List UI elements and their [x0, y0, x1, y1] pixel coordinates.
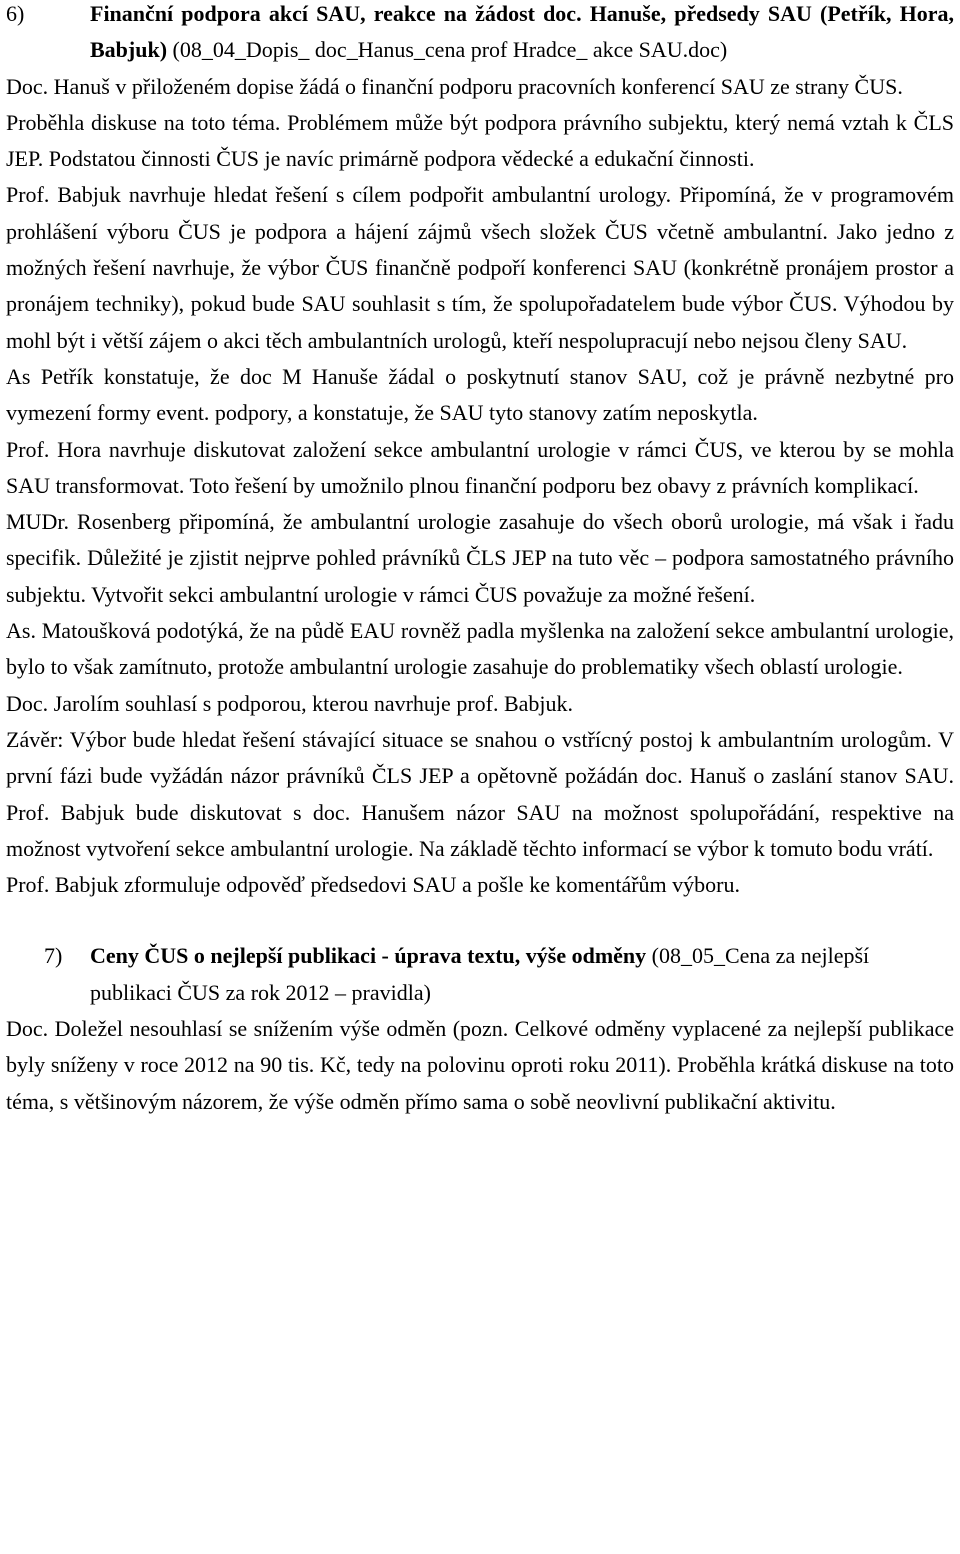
- section-6-paragraph: Doc. Hanuš v přiloženém dopise žádá o finanční podporu pracovních konferencí SAU ze strany ČUS.: [6, 73, 903, 99]
- section-7-title: [90, 938, 954, 1011]
- section-6-paragraph: Prof. Babjuk navrhuje hledat řešení s cílem podpořit ambulantní urology. Připomíná, že v programovém prohlášení výboru ČUS je podpora a hájení zájmů všech složek ČUS včetně ambulantní. Jako jedno z možných řešení navrhuje, že výbor ČUS finančně podpoří konferenci SAU (konkrétně pronájem prostor a pronájem techniky), pokud bude SAU souhlasit s tím, že spolupořadatelem bude výbor ČUS. Výhodou by mohl být i větší zájem o akci těch ambulantních urologů, kteří nespolupracují nebo nejsou členy SAU.: [6, 182, 954, 353]
- section-6-title-rest: (08_04_Dopis_ doc_Hanus_cena prof Hradce_ akce SAU.doc): [167, 37, 728, 63]
- section-6-paragraph: Prof. Babjuk zformuluje odpověď předsedovi SAU a pošle ke komentářům výboru.: [6, 872, 740, 898]
- section-6-paragraph: MUDr. Rosenberg připomíná, že ambulantní urologie zasahuje do všech oborů urologie, má však i řadu specifik. Důležité je zjistit nejprve pohled právníků ČLS JEP na tuto věc – podpora samostatného právního subjektu. Vytvořit sekci ambulantní urologie v rámci ČUS považuje za možné řešení.: [6, 509, 954, 607]
- section-6-paragraph: Prof. Hora navrhuje diskutovat založení sekce ambulantní urologie v rámci ČUS, ve kterou by se mohla SAU transformovat. Toto řešení by umožnilo plnou finanční podporu bez obavy z právních komplikací.: [6, 436, 954, 498]
- section-7-heading: [6, 938, 954, 1011]
- section-7-title-bold: Ceny ČUS o nejlepší publikaci - úprava textu, výše odměny: [90, 943, 647, 969]
- section-6-title: [90, 0, 954, 69]
- section-6-paragraph: As Petřík konstatuje, že doc M Hanuše žádal o poskytnutí stanov SAU, což je právně nezbytné pro vymezení formy event. podpory, a konstatuje, že SAU tyto stanovy zatím neposkytla.: [6, 363, 954, 426]
- section-6-number: 6): [6, 1, 25, 26]
- section-7-number: 7): [44, 943, 63, 969]
- section-7-title-rest: (08_05_Cena za nejlepší publikaci ČUS za rok 2012 – pravidla): [90, 943, 870, 1005]
- section-7-paragraph: Doc. Doležel nesouhlasí se snížením výše odměn (pozn. Celkové odměny vyplacené za nejlepší publikace byly sníženy v roce 2012 na 90 tis. Kč, tedy na polovinu oproti roku 2011). Proběhla krátká diskuse na toto téma, s většinovým názorem, že výše odměn přímo sama o sobě neovlivní publikační aktivitu.: [6, 1016, 954, 1114]
- section-6-paragraph: Doc. Jarolím souhlasí s podporou, kterou navrhuje prof. Babjuk.: [6, 690, 574, 716]
- section-6-heading: [6, 0, 954, 69]
- section-6-paragraph: As. Matoušková podotýká, že na půdě EAU rovněž padla myšlenka na založení sekce ambulantní urologie, bylo to však zamítnuto, protože ambulantní urologie zasahuje do problematiky všech oblastí urologie.: [6, 618, 954, 680]
- section-6-paragraph: Proběhla diskuse na toto téma. Problémem může být podpora právního subjektu, který nemá vztah k ČLS JEP. Podstatou činnosti ČUS je navíc primárně podpora vědecké a edukační činnosti.: [6, 109, 954, 172]
- section-6-title-bold: Finanční podpora akcí SAU, reakce na žádost doc. Hanuše, předsedy SAU (Petřík, Hora, Babjuk): [90, 1, 954, 63]
- section-6-conclusion: Závěr: Výbor bude hledat řešení stávající situace se snahou o vstřícný postoj k ambulantním urologům. V první fázi bude vyžádán názor právníků ČLS JEP a opětovně požádán doc. Hanuš o zaslání stanov SAU. Prof. Babjuk bude diskutovat s doc. Hanušem názor SAU na možnost spolupořádání, respektive na možnost vytvoření sekce ambulantní urologie. Na základě těchto informací se výbor k tomuto bodu vrátí.: [6, 726, 954, 861]
